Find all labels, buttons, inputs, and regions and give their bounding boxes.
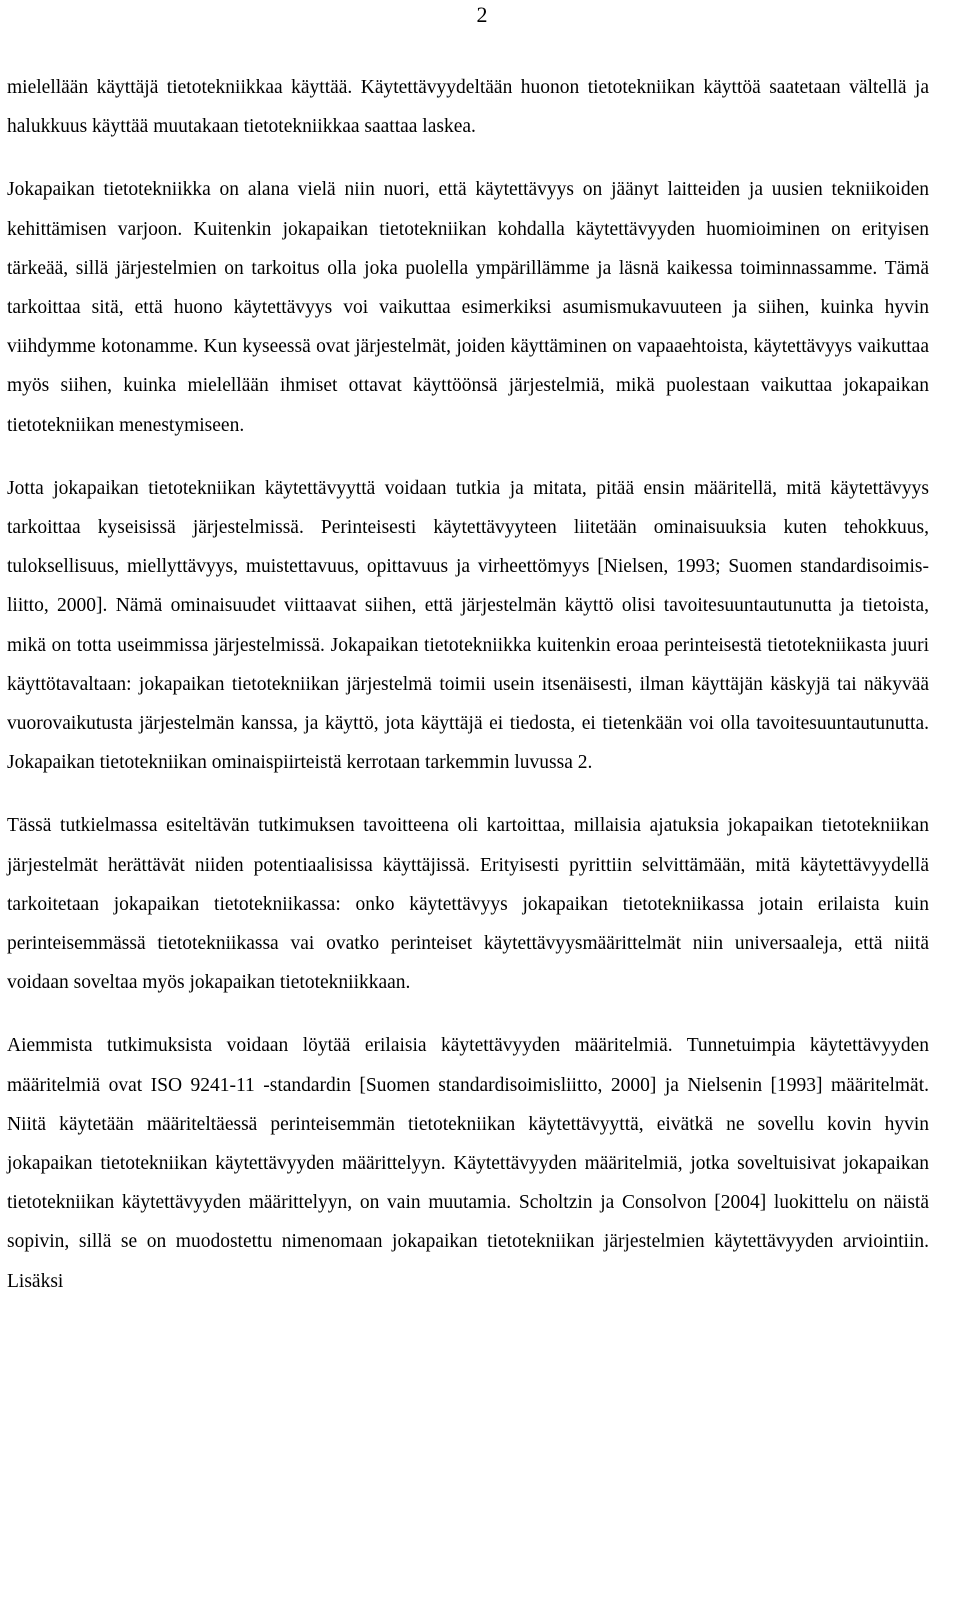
body-text <box>7 68 929 1325</box>
paragraph-5: Aiemmista tutkimuksista voidaan löytää erilaisia käytettävyyden määritelmiä. Tunnetuimpia käytettävyyden määritelmiä ovat ISO 9241-11 -standardin [Suomen standardisoimisliitto, 2000] ja Nielsenin [1993] määritelmät. Niitä käytetään määriteltäessä perinteisemmän tietotekniikan käytettävyyttä, eivätkä ne sovellu kovin hyvin jokapaikan tietotekniikan käytettävyyden määrittelyyn. Käytettävyyden määritelmiä, jotka soveltuisivat jokapaikan tietotekniikan käytettävyyden määrittelyyn, on vain muutamia. Scholtzin ja Consolvon [2004] luokittelu on näistä sopivin, sillä se on muodostettu nimenomaan jokapaikan tietotekniikan järjestelmien käytettävyyden arviointiin. Lisäksi <box>7 1035 929 1292</box>
paragraph-3: Jotta jokapaikan tietotekniikan käytettävyyttä voidaan tutkia ja mitata, pitää ensin määritellä, mitä käytettävyys tarkoittaa kyseisissä järjestelmissä. Perinteisesti käytettävyyteen liitetään ominaisuuksia kuten tehokkuus, tuloksellisuus, miellyttävyys, muistettavuus, opittavuus ja virheettömyys [Nielsen, 1993; Suomen standardisoimisliitto, 2000]. Nämä ominaisuudet viittaavat siihen, että järjestelmän käyttö olisi tavoitesuuntautunutta ja tietoista, mikä on totta useimmissa järjestelmissä. Jokapaikan tietotekniikka kuitenkin eroaa perinteisestä tietotekniikasta juuri käyttötavaltaan: jokapaikan tietotekniikan järjestelmä toimii usein itsenäisesti, ilman käyttäjän käskyjä tai näkyvää vuorovaikutusta järjestelmän kanssa, ja käyttö, jota käyttäjä ei tiedosta, ei tietenkään voi olla tavoitesuuntautunutta. Jokapaikan tietotekniikan ominaispiirteistä kerrotaan tarkemmin luvussa 2. <box>7 477 929 774</box>
paragraph-4: Tässä tutkielmassa esiteltävän tutkimuksen tavoitteena oli kartoittaa, millaisia ajatuksia jokapaikan tietotekniikan järjestelmät herättävät niiden potentiaalisissa käyttäjissä. Erityisesti pyrittiin selvittämään, mitä käytettävyydellä tarkoitetaan jokapaikan tietotekniikassa: onko käytettävyys jokapaikan tietotekniikassa jotain erilaista kuin perinteisemmässä tietotekniikassa vai ovatko perinteiset käytettävyysmäärittelmät niin universaaleja, että niitä voidaan soveltaa myös jokapaikan tietotekniikkaan. <box>7 815 929 994</box>
paragraph-2: Jokapaikan tietotekniikka on alana vielä niin nuori, että käytettävyys on jäänyt laitteiden ja uusien tekniikoiden kehittämisen varjoon. Kuitenkin jokapaikan tietotekniikan kohdalla käytettävyyden huomioiminen on erityisen tärkeää, sillä järjestelmien on tarkoitus olla joka puolella ympärillämme ja läsnä kaikessa toiminnassamme. Tämä tarkoittaa sitä, että huono käytettävyys voi vaikuttaa esimerkiksi asumismukavuuteen ja siihen, kuinka hyvin viihdymme kotonamme. Kun kyseessä ovat järjestelmät, joiden käyttäminen on vapaaehtoista, käytettävyys vaikuttaa myös siihen, kuinka mielellään ihmiset ottavat käyttöönsä järjestelmiä, mikä puolestaan vaikuttaa jokapaikan tietotekniikan menestymiseen. <box>7 179 929 436</box>
paragraph-1: mielellään käyttäjä tietotekniikkaa käyttää. Käytettävyydeltään huonon tietotekniikan käyttöä saatetaan vältellä ja halukkuus käyttää muutakaan tietotekniikkaa saattaa laskea. <box>7 77 929 138</box>
page-number: 2 <box>476 2 488 27</box>
